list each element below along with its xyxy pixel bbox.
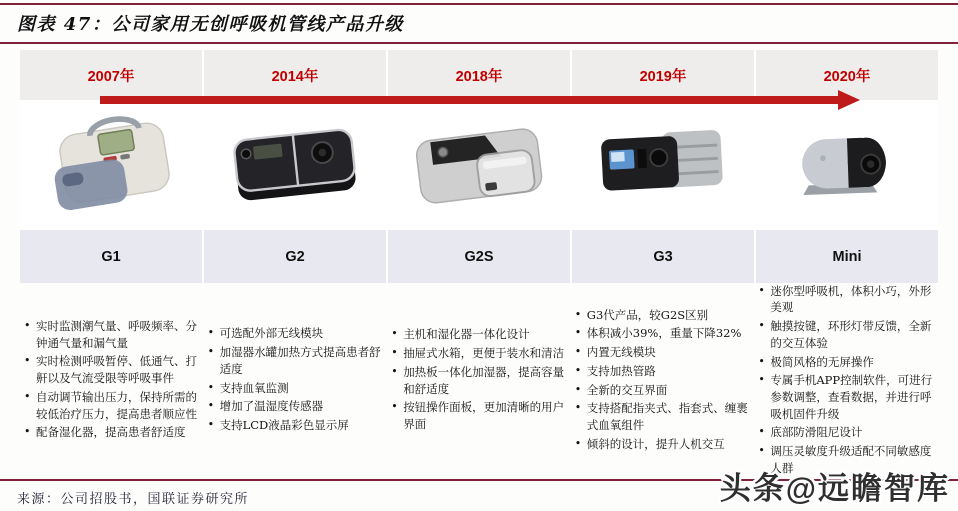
source-line: 来源：公司招股书，国联证券研究所 [17,492,250,507]
timeline-arrow-head-icon [838,90,860,110]
mini-device-image [754,100,938,230]
product-name-g1: G1 [20,230,204,283]
device-image-row [20,100,938,230]
g2-feature-list [207,325,383,435]
g1-feature-list-cell [20,283,204,478]
feature-bullet-item: • 迷你型呼吸机，体积小巧，外形美观 [757,283,933,316]
feature-bullet-item: • 调压灵敏度升级适配不同敏感度人群 [757,443,933,476]
feature-bullet-item: • 专属手机APP控制软件，可进行参数调整，查看数据，并进行呼吸机固件升级 [757,372,933,422]
year-cell-2019: 2019年 [572,50,756,100]
feature-bullet-item: • 按钮操作面板，更加清晰的用户界面 [390,399,566,432]
title-divider-rule [0,42,958,44]
g2-feature-list-cell [204,283,388,478]
feature-bullet-item: • 自动调节输出压力，保持所需的较低治疗压力，提高患者顺应性 [23,389,199,422]
feature-bullets-row [20,283,938,478]
timeline-arrow-bar [100,96,840,104]
feature-bullet-item: • 支持LCD液晶彩色显示屏 [207,417,383,434]
top-rule [0,3,958,5]
g1-device-illustration [36,108,188,222]
g2-device-image [204,100,388,230]
g3-feature-list [574,307,750,454]
feature-bullet-item: • 加湿器水罐加热方式提高患者舒适度 [207,344,383,377]
g2-device-illustration [219,108,371,222]
feature-bullet-item: • 极简风格的无屏操作 [757,354,933,371]
year-cell-2018: 2018年 [388,50,572,100]
feature-bullet-item: • 倾斜的设计，提升人机交互 [574,436,750,453]
year-cell-2014: 2014年 [204,50,388,100]
feature-bullet-item: • G3代产品，较G2S区别 [574,307,750,324]
feature-bullet-item: • 加热板一体化加湿器，提高容量和舒适度 [390,364,566,397]
g2s-feature-list [390,326,566,434]
year-cell-2020: 2020年 [756,50,938,100]
feature-bullet-item: • 实时监测潮气量、呼吸频率、分钟通气量和漏气量 [23,318,199,351]
feature-bullet-item: • 抽屉式水箱，更便于装水和清洁 [390,345,566,362]
product-name-g2: G2 [204,230,388,283]
g2s-feature-list-cell [387,283,571,478]
product-name-g3: G3 [572,230,756,283]
feature-bullet-item: • 内置无线模块 [574,344,750,361]
feature-bullet-item: • 配备湿化器，提高患者舒适度 [23,424,199,441]
g3-device-image [571,100,755,230]
g2s-device-image [387,100,571,230]
year-cell-2007: 2007年 [20,50,204,100]
feature-bullet-item: • 底部防滑阻尼设计 [757,424,933,441]
g1-device-image [20,100,204,230]
feature-bullet-item: • 可选配外部无线模块 [207,325,383,342]
mini-feature-list [757,283,933,478]
product-name-row [20,230,938,283]
mini-feature-list-cell [754,283,938,478]
feature-bullet-item: • 体积减小39%，重量下降32% [574,325,750,342]
product-timeline-table [20,50,938,478]
feature-bullet-item: • 全新的交互界面 [574,382,750,399]
feature-bullet-item: • 实时检测呼吸暂停、低通气、打鼾以及气流受限等呼吸事件 [23,353,199,386]
mini-device-illustration [770,108,922,222]
feature-bullet-item: • 支持加热管路 [574,363,750,380]
feature-bullet-item: • 支持搭配指夹式、指套式、缠裹式血氧组件 [574,400,750,433]
g2s-device-illustration [403,108,555,222]
product-name-mini: Mini [756,230,938,283]
year-header-row [20,50,938,100]
figure-title: 图表 47：公司家用无创呼吸机管线产品升级 [17,14,404,35]
feature-bullet-item: • 主机和湿化器一体化设计 [390,326,566,343]
feature-bullet-item: • 支持血氧监测 [207,380,383,397]
feature-bullet-item: • 触摸按键，环形灯带反馈，全新的交互体验 [757,318,933,351]
g1-feature-list [23,318,199,443]
product-name-g2s: G2S [388,230,572,283]
g3-device-illustration [587,108,739,222]
g3-feature-list-cell [571,283,755,478]
feature-bullet-item: • 增加了温湿度传感器 [207,398,383,415]
watermark: 头条@远瞻智库 [719,471,950,506]
